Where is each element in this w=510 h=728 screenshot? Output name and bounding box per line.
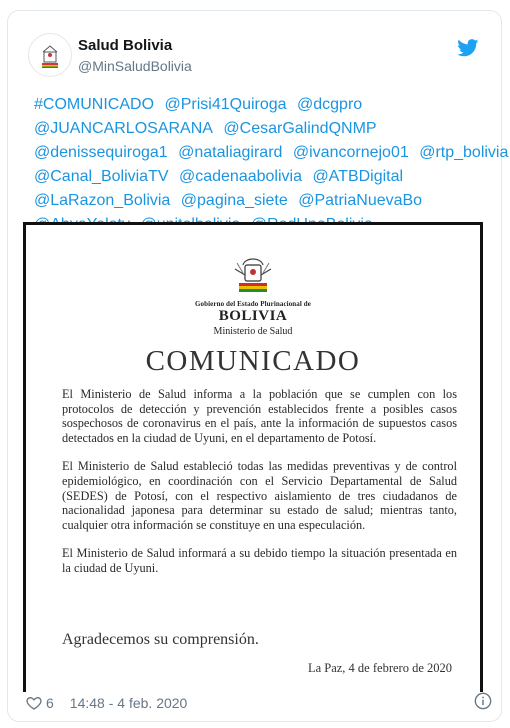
mention-link[interactable]: @ivancornejo01	[292, 144, 409, 161]
account-handle[interactable]: @MinSaludBolivia	[78, 58, 192, 74]
info-icon[interactable]	[474, 692, 492, 710]
hashtag-comunicado[interactable]: #COMUNICADO	[34, 96, 155, 113]
tweet-line	[34, 141, 509, 165]
document-body	[62, 387, 457, 590]
mention-link[interactable]: @dcgpro	[297, 96, 363, 113]
document-ministry: Ministerio de Salud	[213, 326, 293, 337]
document-paragraph: El Ministerio de Salud estableció todas las medidas preventivas y de control epidemiológico, en coordinación con el Servicio Departamental de Salud (SEDES) de Potosí, con el respectivo aislamiento de tres ciudadanos de nacionalidad japonesa para determinar su estado de salud; mientras tanto, cualquier otra información se constituye en una especulación.	[62, 459, 457, 532]
heart-icon[interactable]	[26, 695, 42, 711]
like-count[interactable]: 6	[46, 695, 54, 711]
tweet-line	[34, 117, 504, 141]
mention-link[interactable]: @nataliagirard	[178, 144, 283, 161]
tweet-line	[34, 189, 504, 213]
mention-link[interactable]: @JUANCARLOSARANA	[34, 120, 213, 137]
twitter-bird-icon[interactable]	[457, 39, 479, 57]
tweet-timestamp[interactable]: 14:48 - 4 feb. 2020	[69, 695, 188, 711]
mention-link[interactable]: @LaRazon_Bolivia	[34, 192, 171, 209]
account-name[interactable]: Salud Bolivia	[78, 37, 173, 54]
avatar[interactable]	[28, 33, 72, 77]
mention-link[interactable]: @denissequiroga1	[34, 144, 168, 161]
document-title: COMUNICADO	[145, 345, 361, 377]
mention-link[interactable]: @CesarGalindQNMP	[223, 120, 377, 137]
mention-link[interactable]: @Prisi41Quiroga	[164, 96, 287, 113]
coat-of-arms-icon	[223, 251, 283, 297]
attached-image[interactable]	[23, 222, 483, 692]
tweet-line	[34, 93, 504, 117]
document-date: La Paz, 4 de febrero de 2020	[307, 661, 452, 675]
document-thanks: Agradecemos su comprensión.	[62, 631, 259, 648]
mention-link[interactable]: @Canal_BoliviaTV	[34, 168, 169, 185]
coat-of-arms	[26, 251, 480, 302]
mention-link[interactable]: @cadenaabolivia	[178, 168, 302, 185]
document-paragraph: El Ministerio de Salud informa a la población que se cumplen con los protocolos de detección y prevención establecidos frente a posibles casos sospechosos de coronavirus en el país, ante la información de supuestos casos detectados en la ciudad de Uyuni, en el departamento de Potosí.	[62, 387, 457, 445]
mention-link[interactable]: @rtp_bolivia	[419, 144, 509, 161]
ministry-seal-icon	[35, 40, 65, 70]
document-gov-line: Gobierno del Estado Plurinacional de	[195, 300, 311, 308]
tweet-line	[34, 165, 504, 189]
mention-link[interactable]: @ATBDigital	[312, 168, 404, 185]
tweet-text	[34, 93, 509, 237]
document-country: BOLIVIA	[218, 308, 288, 324]
mention-link[interactable]: @PatriaNuevaBo	[298, 192, 423, 209]
document-paragraph: El Ministerio de Salud informará a su debido tiempo la situación presentada en la ciudad de Uyuni.	[62, 546, 457, 575]
mention-link[interactable]: @pagina_siete	[180, 192, 288, 209]
tweet-footer	[26, 693, 187, 713]
